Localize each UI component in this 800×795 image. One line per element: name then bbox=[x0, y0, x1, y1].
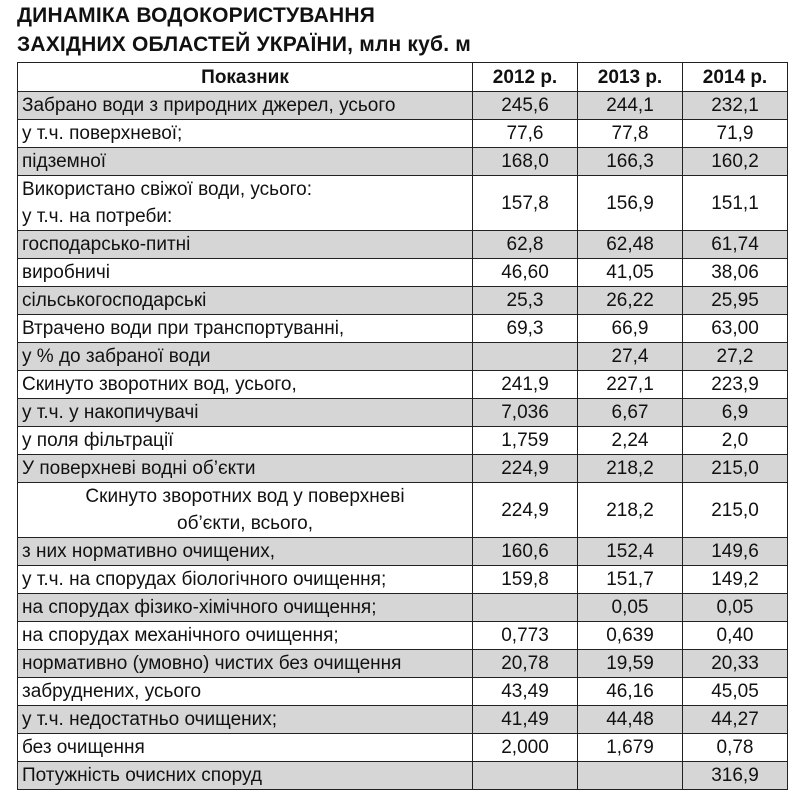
row-label: у т.ч. у накопичувачі bbox=[18, 399, 473, 427]
row-label: виробничі bbox=[18, 259, 473, 287]
value-2014: 27,2 bbox=[683, 343, 788, 371]
header-indicator: Показник bbox=[18, 63, 473, 92]
value-2013: 62,48 bbox=[578, 231, 683, 259]
table-row bbox=[18, 594, 788, 622]
table-row bbox=[18, 622, 788, 650]
value-2014: 6,9 bbox=[683, 399, 788, 427]
value-2014: 0,40 bbox=[683, 622, 788, 650]
value-2014: 316,9 bbox=[683, 762, 788, 790]
value-2013: 227,1 bbox=[578, 371, 683, 399]
row-label bbox=[18, 176, 473, 231]
row-label: у поля фільтрації bbox=[18, 427, 473, 455]
table-row bbox=[18, 762, 788, 790]
table-row bbox=[18, 148, 788, 176]
table-row bbox=[18, 371, 788, 399]
value-2014: 232,1 bbox=[683, 92, 788, 120]
row-label: у % до забраної води bbox=[18, 343, 473, 371]
value-2013: 0,639 bbox=[578, 622, 683, 650]
table-row bbox=[18, 399, 788, 427]
value-2013: 77,8 bbox=[578, 120, 683, 148]
value-2012: 46,60 bbox=[473, 259, 578, 287]
value-2014: 215,0 bbox=[683, 455, 788, 483]
value-2012: 241,9 bbox=[473, 371, 578, 399]
value-2012: 41,49 bbox=[473, 706, 578, 734]
table-row bbox=[18, 566, 788, 594]
value-2012: 159,8 bbox=[473, 566, 578, 594]
value-2014: 63,00 bbox=[683, 315, 788, 343]
value-2013: 41,05 bbox=[578, 259, 683, 287]
value-2012: 245,6 bbox=[473, 92, 578, 120]
table-row bbox=[18, 315, 788, 343]
value-2012: 20,78 bbox=[473, 650, 578, 678]
table-row bbox=[18, 538, 788, 566]
value-2012 bbox=[473, 594, 578, 622]
table-row bbox=[18, 483, 788, 538]
value-2013: 218,2 bbox=[578, 455, 683, 483]
value-2014: 149,2 bbox=[683, 566, 788, 594]
table-row bbox=[18, 120, 788, 148]
water-usage-table bbox=[17, 62, 788, 790]
value-2013: 66,9 bbox=[578, 315, 683, 343]
value-2014: 0,05 bbox=[683, 594, 788, 622]
value-2012: 224,9 bbox=[473, 455, 578, 483]
value-2012: 224,9 bbox=[473, 483, 578, 538]
value-2012: 160,6 bbox=[473, 538, 578, 566]
value-2014: 160,2 bbox=[683, 148, 788, 176]
value-2012: 62,8 bbox=[473, 231, 578, 259]
row-label: у т.ч. поверхневої; bbox=[18, 120, 473, 148]
table-header-row bbox=[18, 63, 788, 92]
value-2014: 20,33 bbox=[683, 650, 788, 678]
value-2014: 2,0 bbox=[683, 427, 788, 455]
value-2013: 0,05 bbox=[578, 594, 683, 622]
value-2012: 0,773 bbox=[473, 622, 578, 650]
table-title-line-1: ДИНАМІКА ВОДОКОРИСТУВАННЯ bbox=[17, 4, 376, 27]
row-label: сільськогосподарські bbox=[18, 287, 473, 315]
value-2012: 157,8 bbox=[473, 176, 578, 231]
value-2012 bbox=[473, 762, 578, 790]
value-2013: 19,59 bbox=[578, 650, 683, 678]
table-row bbox=[18, 343, 788, 371]
row-label: на спорудах механічного очищення; bbox=[18, 622, 473, 650]
value-2014: 25,95 bbox=[683, 287, 788, 315]
value-2013: 218,2 bbox=[578, 483, 683, 538]
table-title-line-2: ЗАХІДНИХ ОБЛАСТЕЙ УКРАЇНИ, млн куб. м bbox=[17, 33, 471, 56]
row-label: підземної bbox=[18, 148, 473, 176]
value-2013: 166,3 bbox=[578, 148, 683, 176]
row-label: Скинуто зворотних вод, усього, bbox=[18, 371, 473, 399]
row-label: нормативно (умовно) чистих без очищення bbox=[18, 650, 473, 678]
value-2012: 168,0 bbox=[473, 148, 578, 176]
value-2014: 71,9 bbox=[683, 120, 788, 148]
value-2013: 2,24 bbox=[578, 427, 683, 455]
row-label: з них нормативно очищених, bbox=[18, 538, 473, 566]
value-2014: 61,74 bbox=[683, 231, 788, 259]
table-row bbox=[18, 455, 788, 483]
row-label: забруднених, усього bbox=[18, 678, 473, 706]
table-row bbox=[18, 176, 788, 231]
value-2013: 156,9 bbox=[578, 176, 683, 231]
value-2012: 7,036 bbox=[473, 399, 578, 427]
value-2013 bbox=[578, 762, 683, 790]
table-row bbox=[18, 650, 788, 678]
value-2012: 25,3 bbox=[473, 287, 578, 315]
header-2012: 2012 р. bbox=[473, 63, 578, 92]
table-row bbox=[18, 678, 788, 706]
value-2012: 77,6 bbox=[473, 120, 578, 148]
value-2013: 151,7 bbox=[578, 566, 683, 594]
value-2012: 1,759 bbox=[473, 427, 578, 455]
value-2014: 45,05 bbox=[683, 678, 788, 706]
row-label-line: у т.ч. на потреби: bbox=[22, 206, 173, 227]
value-2013: 1,679 bbox=[578, 734, 683, 762]
table-row bbox=[18, 427, 788, 455]
row-label-line: Скинуто зворотних вод у поверхневі bbox=[85, 486, 405, 507]
row-label: У поверхневі водні об’єкти bbox=[18, 455, 473, 483]
value-2013: 244,1 bbox=[578, 92, 683, 120]
value-2014: 149,6 bbox=[683, 538, 788, 566]
value-2013: 44,48 bbox=[578, 706, 683, 734]
row-label-line: Використано свіжої води, усього: bbox=[22, 179, 313, 200]
value-2013: 26,22 bbox=[578, 287, 683, 315]
table-row bbox=[18, 259, 788, 287]
row-label: Забрано води з природних джерел, усього bbox=[18, 92, 473, 120]
table-row bbox=[18, 734, 788, 762]
value-2013: 6,67 bbox=[578, 399, 683, 427]
header-2013: 2013 р. bbox=[578, 63, 683, 92]
header-2014: 2014 р. bbox=[683, 63, 788, 92]
value-2013: 152,4 bbox=[578, 538, 683, 566]
row-label: на спорудах фізико-хімічного очищення; bbox=[18, 594, 473, 622]
table-row bbox=[18, 231, 788, 259]
value-2014: 44,27 bbox=[683, 706, 788, 734]
row-label bbox=[18, 483, 473, 538]
value-2012 bbox=[473, 343, 578, 371]
value-2014: 38,06 bbox=[683, 259, 788, 287]
row-label-line: об’єкти, всього, bbox=[177, 513, 313, 534]
value-2013: 27,4 bbox=[578, 343, 683, 371]
value-2014: 223,9 bbox=[683, 371, 788, 399]
table-row bbox=[18, 706, 788, 734]
row-label: Втрачено води при транспортуванні, bbox=[18, 315, 473, 343]
table-row bbox=[18, 287, 788, 315]
row-label: без очищення bbox=[18, 734, 473, 762]
value-2014: 151,1 bbox=[683, 176, 788, 231]
value-2012: 43,49 bbox=[473, 678, 578, 706]
row-label: у т.ч. на спорудах біологічного очищення; bbox=[18, 566, 473, 594]
value-2014: 0,78 bbox=[683, 734, 788, 762]
value-2012: 69,3 bbox=[473, 315, 578, 343]
value-2014: 215,0 bbox=[683, 483, 788, 538]
value-2012: 2,000 bbox=[473, 734, 578, 762]
row-label: у т.ч. недостатньо очищених; bbox=[18, 706, 473, 734]
row-label: Потужність очисних споруд bbox=[18, 762, 473, 790]
row-label: господарсько-питні bbox=[18, 231, 473, 259]
table-row bbox=[18, 92, 788, 120]
value-2013: 46,16 bbox=[578, 678, 683, 706]
